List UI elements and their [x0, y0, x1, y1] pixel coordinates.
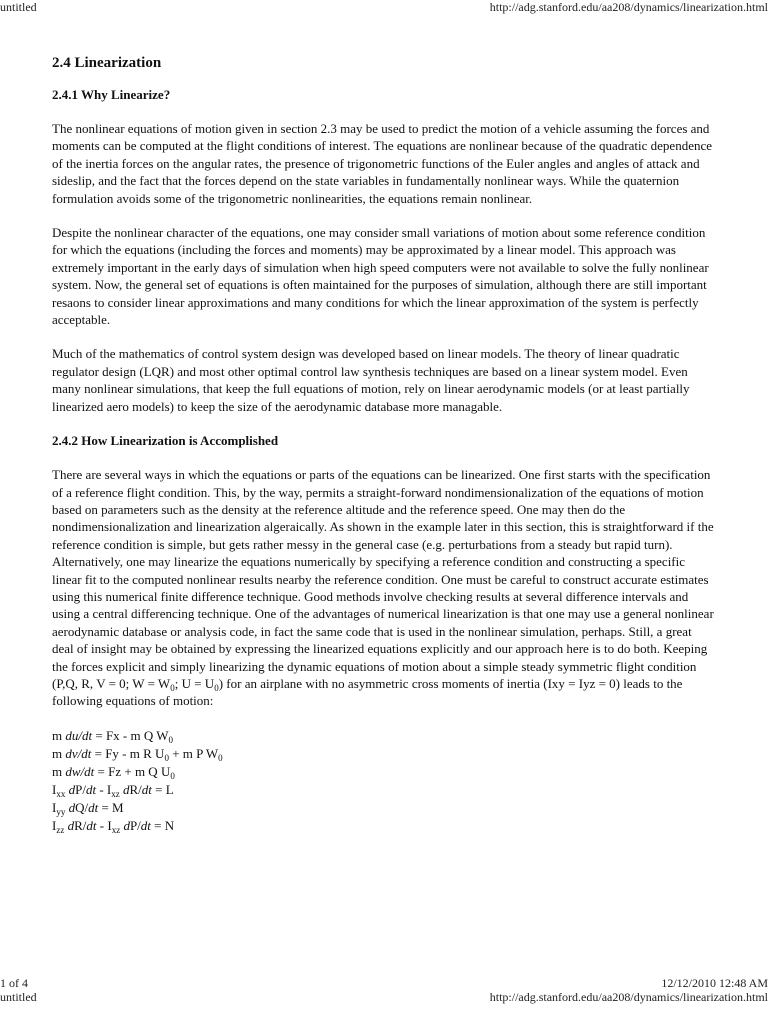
paragraph-text: ) for an airplane with no asymmetric cross moments of inertia (Ixy = Iyz = 0) leads to the following equations of motion:: [52, 675, 683, 709]
eq-text: = M: [98, 799, 124, 815]
footer-title: untitled: [0, 990, 37, 1004]
eq-derivative: dt: [86, 817, 97, 833]
eq-text: m: [52, 727, 66, 743]
eq-text: I: [52, 781, 57, 797]
equation-y-force: [52, 745, 716, 763]
eq-text: = Fx - m Q W: [92, 727, 169, 743]
eq-derivative: d: [65, 781, 76, 797]
subscript: 0: [214, 682, 219, 693]
section-title: 2.4 Linearization: [52, 55, 162, 71]
footer-page-number: 1 of 4: [0, 976, 28, 990]
eq-derivative: du/dt: [65, 727, 93, 743]
paragraph-control-design: Much of the mathematics of control system design was developed based on linear models. The theory of linear quadratic regulator design (LQR) and most other optimal control law synthesis techniques are based on a linear system model. Even many nonlinear simulations, that keep the full equations of motion, rely on linear aerodynamic models (or at least partially linearized aero models) to keep the size of the aerodynamic database more managable.: [52, 346, 690, 414]
equation-pitch-moment: [52, 799, 716, 817]
eq-derivative: dw/dt: [65, 763, 95, 779]
subscript: xz: [111, 824, 121, 835]
header-url: http://adg.stanford.edu/aa208/dynamics/linearization.html: [489, 0, 768, 14]
eq-derivative: dt: [140, 817, 151, 833]
subscript: 0: [170, 682, 175, 693]
eq-text: - I: [96, 817, 112, 833]
eq-text: = Fy - m R U: [91, 745, 165, 761]
eq-derivative: dt: [141, 781, 152, 797]
document-body: [52, 53, 716, 835]
subscript: xz: [111, 788, 120, 799]
eq-text: = Fz + m Q U: [94, 763, 171, 779]
eq-text: m: [52, 745, 66, 761]
eq-text: P/: [75, 781, 86, 797]
footer-url: http://adg.stanford.edu/aa208/dynamics/linearization.html: [489, 990, 768, 1004]
subscript: 0: [164, 752, 169, 763]
paragraph-text: ; U = U: [174, 675, 215, 691]
subscript: xx: [56, 788, 66, 799]
eq-text: I: [52, 799, 57, 815]
eq-text: Q/: [75, 799, 89, 815]
equation-roll-moment: [52, 781, 716, 799]
eq-derivative: dt: [88, 799, 99, 815]
eq-text: R/: [129, 781, 142, 797]
subsection-title-why: 2.4.1 Why Linearize?: [52, 87, 171, 102]
eq-text: P/: [129, 817, 141, 833]
eq-derivative: d: [119, 781, 130, 797]
header-title: untitled: [0, 0, 37, 14]
paragraph-nonlinear-equations: The nonlinear equations of motion given in section 2.3 may be used to predict the motion of a vehicle assuming the forces and moments can be computed at the flight conditions of interest. The equations are nonlinear because of the quadratic dependence of the inertia forces on the angular rates, the presence of trigonometric functions of the Euler angles and angles of attack and sideslip, and the fact that the forces depend on the state variables in fundamentally nonlinear ways. While the quaternion formulation avoids some of the trigonometric nonlinearities, the equations remain nonlinear.: [52, 121, 712, 206]
subsection-title-how: 2.4.2 How Linearization is Accomplished: [52, 433, 279, 449]
paragraph-linearization-methods: [52, 466, 716, 710]
paragraph-text: There are several ways in which the equations or parts of the equations can be linearized. One first starts with the specification of a reference flight condition. This, by the way, permits a straight-forward nondimensionalization of the equations of motion based on parameters such as the density at the reference altitude and the reference speed. One may then do the nondimensionalization and linearization algeraically. As shown in the example later in this section, this is straightforward if the reference condition is simple, but gets rather messy in the general case (e.g. perturbations from a steady but rapid turn). Alternatively, one may linearize the equations numerically by specifying a reference condition and constructing a specific linear fit to the computed nonlinear results nearby the reference condition. One must be careful to construct accurate estimates using this numerical finite difference technique. Good methods involve checking results at several difference intervals and using a central differencing technique. One of the advantages of numerical linearization is that one may use a general nonlinear aerodynamic database or analysis code, in fact the same code that is used in the nonlinear simulation, perhaps. Still, a great deal of insight may be obtained by expressing the linearized equations explicitly and our approach here is to do both. Keeping the forces explicit and simply linearizing the dynamic equations of motion about a simple steady symmetric flight condition (P,Q, R, V = 0; W = W: [52, 467, 714, 691]
print-footer: [0, 977, 768, 1009]
subscript: yy: [56, 806, 66, 817]
eq-derivative: d: [65, 799, 76, 815]
eq-text: = N: [150, 817, 175, 833]
eq-derivative: dv/dt: [65, 745, 92, 761]
equation-x-force: [52, 727, 716, 745]
eq-text: I: [52, 817, 57, 833]
footer-datetime: 12/12/2010 12:48 AM: [661, 976, 768, 990]
subscript: zz: [56, 824, 65, 835]
eq-text: m: [52, 763, 66, 779]
subscript: 0: [170, 770, 175, 781]
eq-text: R/: [74, 817, 87, 833]
print-header: [0, 0, 768, 14]
equation-z-force: [52, 763, 716, 781]
eq-derivative: d: [64, 817, 75, 833]
subscript: 0: [168, 734, 174, 745]
eq-derivative: d: [120, 817, 130, 833]
eq-text: = L: [151, 781, 174, 797]
eq-text: + m P W: [168, 745, 219, 761]
eq-text: - I: [96, 781, 112, 797]
paragraph-small-variations: Despite the nonlinear character of the equations, one may consider small variations of motion about some reference condition for which the equations (including the forces and moments) may be approximated by a linear model. This approach was extremely important in the early days of simulation when high speed computers were not available to solve the fully nonlinear system. Now, the general set of equations is often maintained for the purposes of simulation, although there are still important resaons to consider linear approximations and many conditions for which the linear approximation of the system is perfectly acceptable.: [52, 225, 709, 328]
eq-derivative: dt: [85, 781, 97, 797]
equation-yaw-moment: [52, 817, 716, 835]
equations-of-motion: [52, 727, 716, 835]
subscript: 0: [218, 752, 223, 763]
